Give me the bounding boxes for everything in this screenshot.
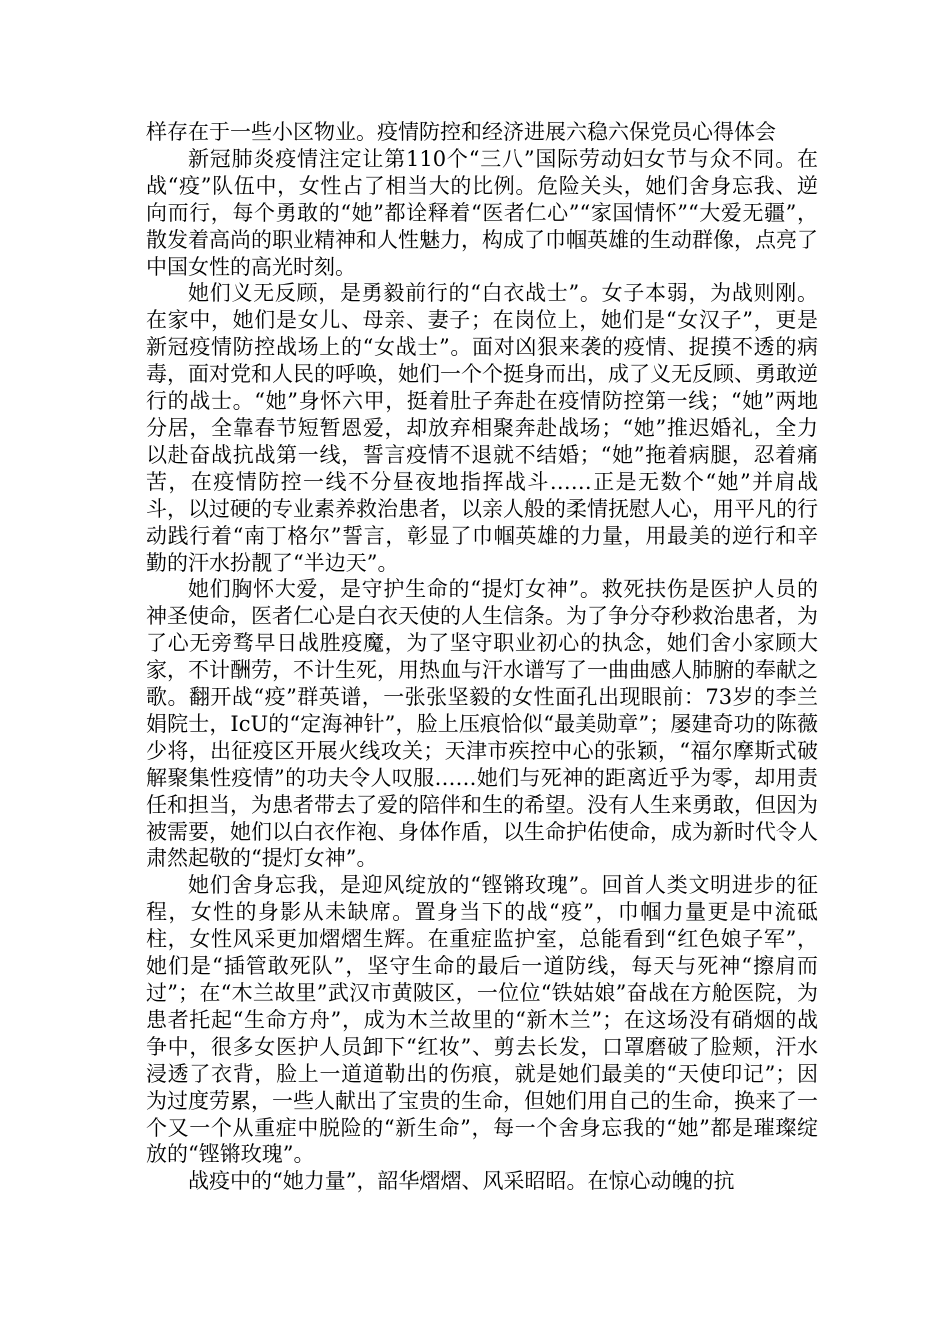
document-body [146, 119, 818, 1195]
paragraph-1: 新冠肺炎疫情注定让第110个“三八”国际劳动妇女节与众不同。在战“疫”队伍中，女性占了相当大的比例。危险关头，她们舍身忘我、逆向而行，每个勇敢的“她”都诠释着“医者仁心”“家国情怀”“大爱无疆”，散发着高尚的职业精神和人性魅力，构成了巾帼英雄的生动群像，点亮了中国女性的高光时刻。 [146, 146, 818, 279]
paragraph-3: 她们胸怀大爱，是守护生命的“提灯女神”。救死扶伤是医护人员的神圣使命，医者仁心是白衣天使的人生信条。为了争分夺秒救治患者，为了心无旁骛早日战胜疫魔，为了坚守职业初心的执念，她们舍小家顾大家，不计酬劳，不计生死，用热血与汗水谱写了一曲曲感人肺腑的奉献之歌。翻开战“疫”群英谱，一张张坚毅的女性面孔出现眼前：73岁的李兰娟院士，IcU的“定海神针”，脸上压痕恰似“最美勋章”；屡建奇功的陈薇少将，出征疫区开展火线攻关；天津市疾控中心的张颖，“福尔摩斯式破解聚集性疫情”的功夫令人叹服……她们与死神的距离近乎为零，却用责任和担当，为患者带去了爱的陪伴和生的希望。没有人生来勇敢，但因为被需要，她们以白衣作袍、身体作盾，以生命护佑使命，成为新时代令人肃然起敬的“提灯女神”。 [146, 577, 818, 871]
paragraph-4: 她们舍身忘我，是迎风绽放的“铿锵玫瑰”。回首人类文明进步的征程，女性的身影从未缺席。置身当下的战“疫”，巾帼力量更是中流砥柱，女性风采更加熠熠生辉。在重症监护室，总能看到“红色娘子军”，她们是“插管敢死队”，坚守生命的最后一道防线，每天与死神“擦肩而过”；在“木兰故里”武汉市黄陂区，一位位“铁姑娘”奋战在方舱医院，为患者托起“生命方舟”，成为木兰故里的“新木兰”；在这场没有硝烟的战争中，很多女医护人员卸下“红妆”、剪去长发，口罩磨破了脸颊，汗水浸透了衣背，脸上一道道勒出的伤痕，就是她们最美的“天使印记”；因为过度劳累，一些人献出了宝贵的生命，但她们用自己的生命，换来了一个又一个从重症中脱险的“新生命”，每一个舍身忘我的“她”都是璀璨绽放的“铿锵玫瑰”。 [146, 873, 818, 1167]
title-line: 样存在于一些小区物业。疫情防控和经济进展六稳六保党员心得体会 [146, 120, 776, 144]
paragraph-2: 她们义无反顾，是勇毅前行的“白衣战士”。女子本弱，为战则刚。在家中，她们是女儿、母亲、妻子；在岗位上，她们是“女汉子”，更是新冠疫情防控战场上的“女战士”。面对凶狠来袭的疫情、捉摸不透的病毒，面对党和人民的呼唤，她们一个个挺身而出，成了义无反顾、勇敢逆行的战士。“她”身怀六甲，挺着肚子奔赴在疫情防控第一线；“她”两地分居，全靠春节短暂恩爱，却放弃相聚奔赴战场；“她”推迟婚礼，全力以赴奋战抗战第一线，誓言疫情不退就不结婚；“她”拖着病腿，忍着痛苦，在疫情防控一线不分昼夜地指挥战斗……正是无数个“她”并肩战斗，以过硬的专业素养救治患者，以亲人般的柔情抚慰人心，用平凡的行动践行着“南丁格尔”誓言，彰显了巾帼英雄的力量，用最美的逆行和辛勤的汗水扮靓了“半边天”。 [146, 281, 818, 575]
paragraph-5: 战疫中的“她力量”，韶华熠熠、风采昭昭。在惊心动魄的抗 [188, 1169, 735, 1194]
